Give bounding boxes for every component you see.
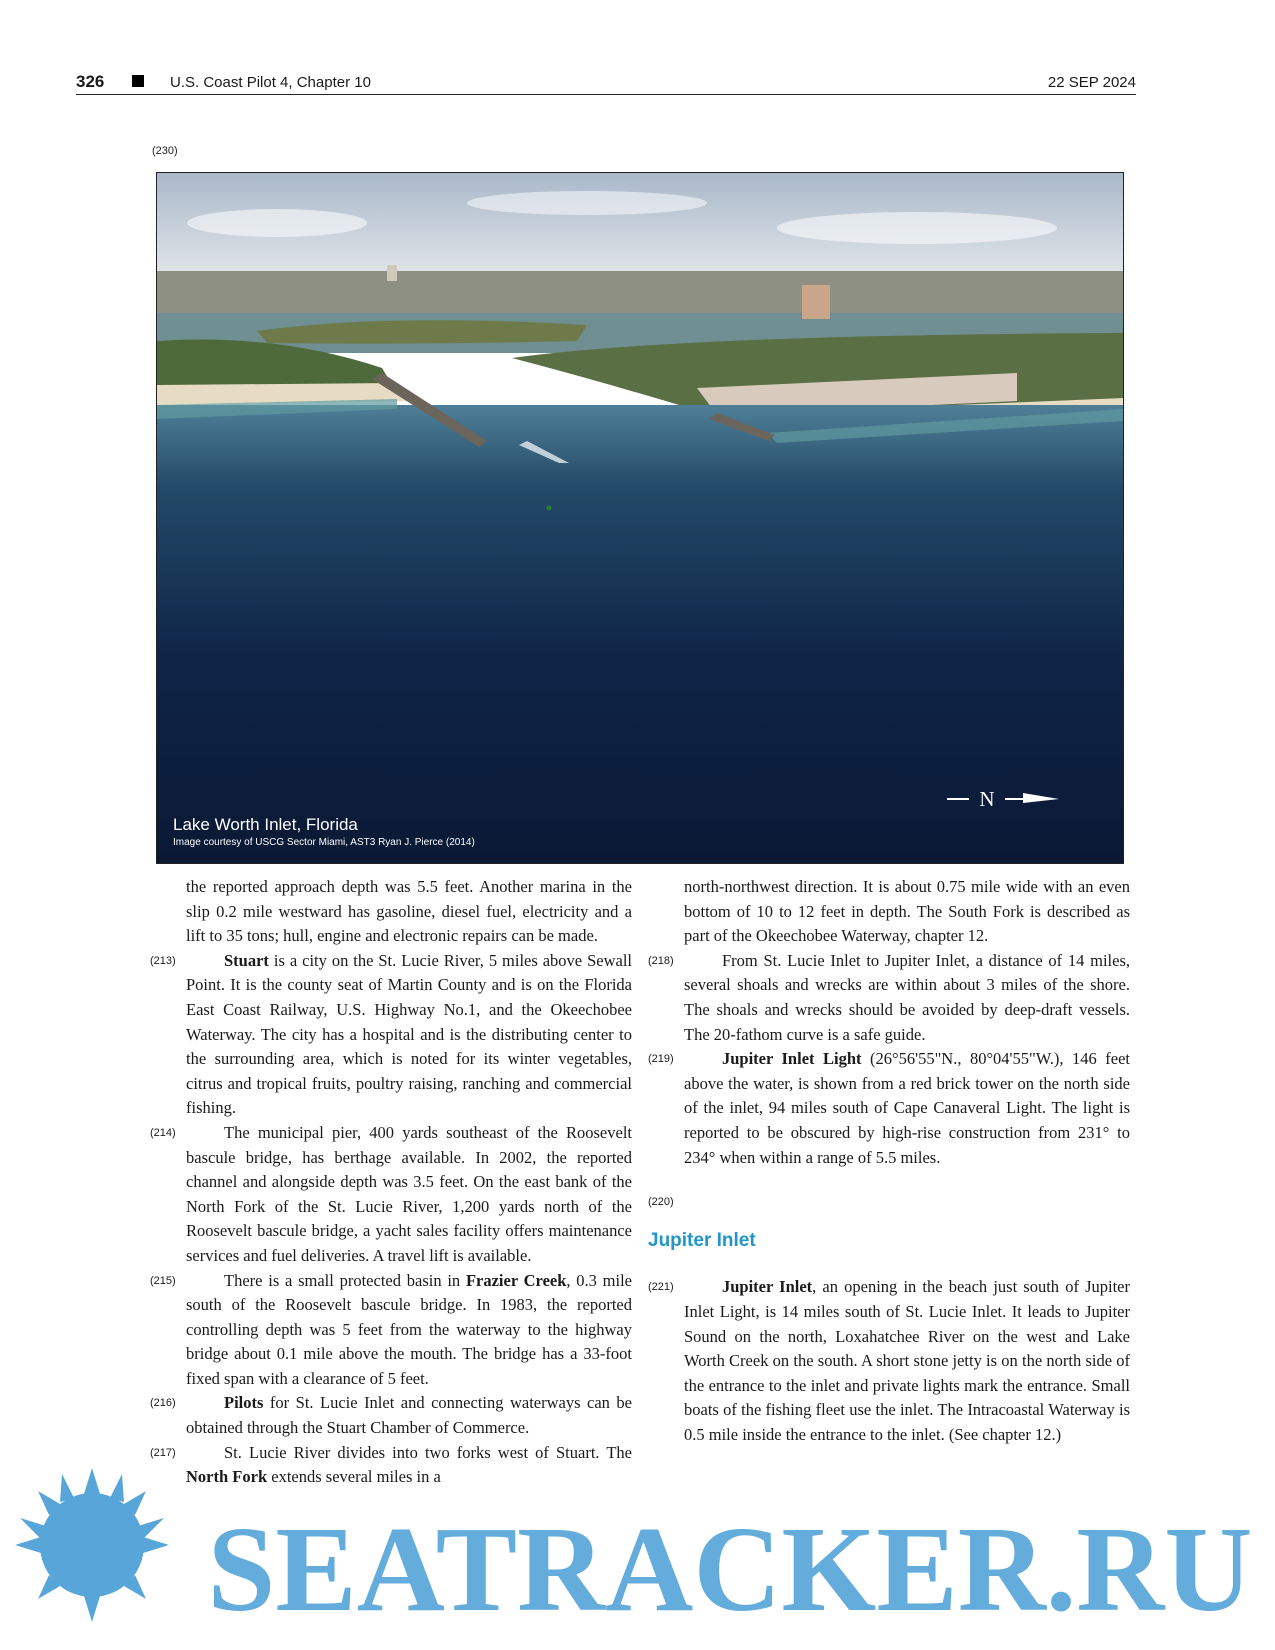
paragraph-number: (220) — [648, 1196, 674, 1209]
paragraph-continued — [684, 875, 1130, 949]
channel-buoy — [547, 506, 552, 511]
paragraph-text: is a city on the St. Lucie River, 5 miles above Sewall Point. It is the county seat of Martin County and is on the Florida East Coast Railway, U.S. Highway No.1, and the Okeechobee Waterway. The city has a hospital and is the distributing center to the surrounding area, which is noted for its winter vegetables, citrus and tropical fruits, poultry raising, ranching and commercial fishing. — [186, 950, 632, 1118]
paragraph-text: for St. Lucie Inlet and connecting waterways can be obtained through the Stuart Chamber of Commerce. — [186, 1393, 632, 1438]
paragraph-text: , an opening in the beach just south of Jupiter Inlet Light, is 14 miles south of St. Lucie Inlet. It leads to Jupiter Sound on the north, Loxahatchee River on the west and Lake Worth Creek on the south. A short stone jetty is on the north side of the entrance to the inlet and private lights mark the entrance. Small boats of the fishing fleet use the inlet. The Intracoastal Waterway is 0.5 mile inside the entrance to the inlet. (See chapter 12.) — [684, 1277, 1130, 1444]
paragraph-213 — [150, 949, 632, 1121]
sun-logo-icon — [15, 1468, 169, 1622]
cloud — [467, 191, 707, 215]
paragraph-text: extends several miles in a — [267, 1467, 441, 1487]
paragraph-number: (221) — [648, 1281, 674, 1294]
figure-caption-credit: Image courtesy of USCG Sector Miami, AST3 Ryan J. Pierce (2014) — [173, 837, 475, 848]
paragraph-text: From St. Lucie Inlet to Jupiter Inlet, a distance of 14 miles, several shoals and wrecks are within about 3 miles of the shore. The shoals and wrecks should be avoided by deep-draft vessels. The 20-fathom curve is a safe guide. — [684, 950, 1130, 1044]
term-stuart: Stuart — [224, 950, 269, 970]
paragraph-216 — [150, 1391, 632, 1440]
figure-paragraph-number: (230) — [152, 145, 178, 157]
paragraph-220 — [648, 1190, 1130, 1215]
high-rise-building — [802, 285, 830, 319]
section-heading-jupiter-inlet: Jupiter Inlet — [648, 1229, 756, 1251]
aerial-photo-illustration — [157, 173, 1123, 863]
page-number: 326 — [76, 72, 105, 91]
paragraph-221 — [648, 1275, 1130, 1447]
paragraph-text: the reported approach depth was 5.5 feet. Another marina in the slip 0.2 mile westward has gasoline, diesel fuel, electricity and a lift to 35 tons; hull, engine and electronic repairs can be made. — [186, 877, 632, 946]
term-jupiter-inlet-light: Jupiter Inlet Light — [722, 1049, 862, 1069]
ocean — [157, 405, 1123, 863]
term-jupiter-inlet: Jupiter Inlet — [722, 1277, 813, 1297]
paragraph-214 — [150, 1121, 632, 1269]
paragraph-number: (216) — [150, 1397, 176, 1410]
paragraph-number: (215) — [150, 1274, 176, 1287]
paragraph-text: St. Lucie River divides into two forks west of Stuart. The — [224, 1442, 632, 1462]
watermark-text: SEATRACKER.RU — [207, 1502, 1253, 1637]
paragraph-number: (213) — [150, 954, 176, 967]
paragraph-text: The municipal pier, 400 yards southeast of the Roosevelt bascule bridge, has berthage available. In 2002, the reported channel and alongside depth was 3.5 feet. On the east bank of the North Fork of the St. Lucie River, 1,200 yards north of the Roosevelt bascule bridge, a yacht sales facility offers maintenance services and fuel deliveries. A travel lift is available. — [186, 1122, 632, 1265]
paragraph-219 — [648, 1047, 1130, 1170]
paragraph-215 — [150, 1269, 633, 1392]
term-north-fork: North Fork — [186, 1467, 268, 1487]
aerial-photo — [156, 172, 1124, 864]
figure-caption-title: Lake Worth Inlet, Florida — [173, 815, 358, 834]
paragraph-number: (219) — [648, 1053, 674, 1066]
paragraph-number: (218) — [648, 954, 674, 967]
north-label: N — [979, 787, 995, 811]
paragraph-text: , 0.3 mile south of the Roosevelt bascule bridge. In 1983, the reported controlling depth was 5 feet from the waterway to the highway bridge about 0.1 mile above the mouth. The bridge has a 33-foot fixed span with a clearance of 5 feet. — [186, 1270, 633, 1388]
paragraph-text: (26°56'55"N., 80°04'55"W.), 146 feet above the water, is shown from a red brick tower on the north side of the inlet, 94 miles south of Cape Canaveral Light. The light is reported to be obscured by high-rise construction from 231° to 234° when within a range of 5.5 miles. — [684, 1049, 1130, 1167]
cloud — [777, 212, 1057, 244]
term-frazier-creek: Frazier Creek — [465, 1270, 567, 1290]
watermark — [0, 1460, 1275, 1650]
paragraph-text: north-northwest direction. It is about 0.75 mile wide with an even bottom of 10 to 12 feet in depth. The South Fork is described as part of the Okeechobee Waterway, chapter 12. — [684, 877, 1130, 946]
header-date: 22 SEP 2024 — [1047, 74, 1136, 91]
paragraph-number: (217) — [150, 1446, 176, 1459]
term-pilots: Pilots — [224, 1393, 264, 1413]
header-title: U.S. Coast Pilot 4, Chapter 10 — [170, 74, 371, 91]
right-column — [648, 875, 1130, 1447]
paragraph-text: There is a small protected basin in — [224, 1270, 466, 1290]
left-column — [150, 875, 633, 1490]
header-square-icon — [132, 75, 144, 87]
cloud — [187, 209, 367, 237]
paragraph-218 — [648, 949, 1130, 1047]
page-header — [76, 70, 1136, 95]
paragraph-number: (214) — [150, 1126, 176, 1139]
distant-building — [387, 265, 397, 281]
boat-wake — [473, 379, 502, 389]
paragraph-continued — [186, 875, 632, 949]
